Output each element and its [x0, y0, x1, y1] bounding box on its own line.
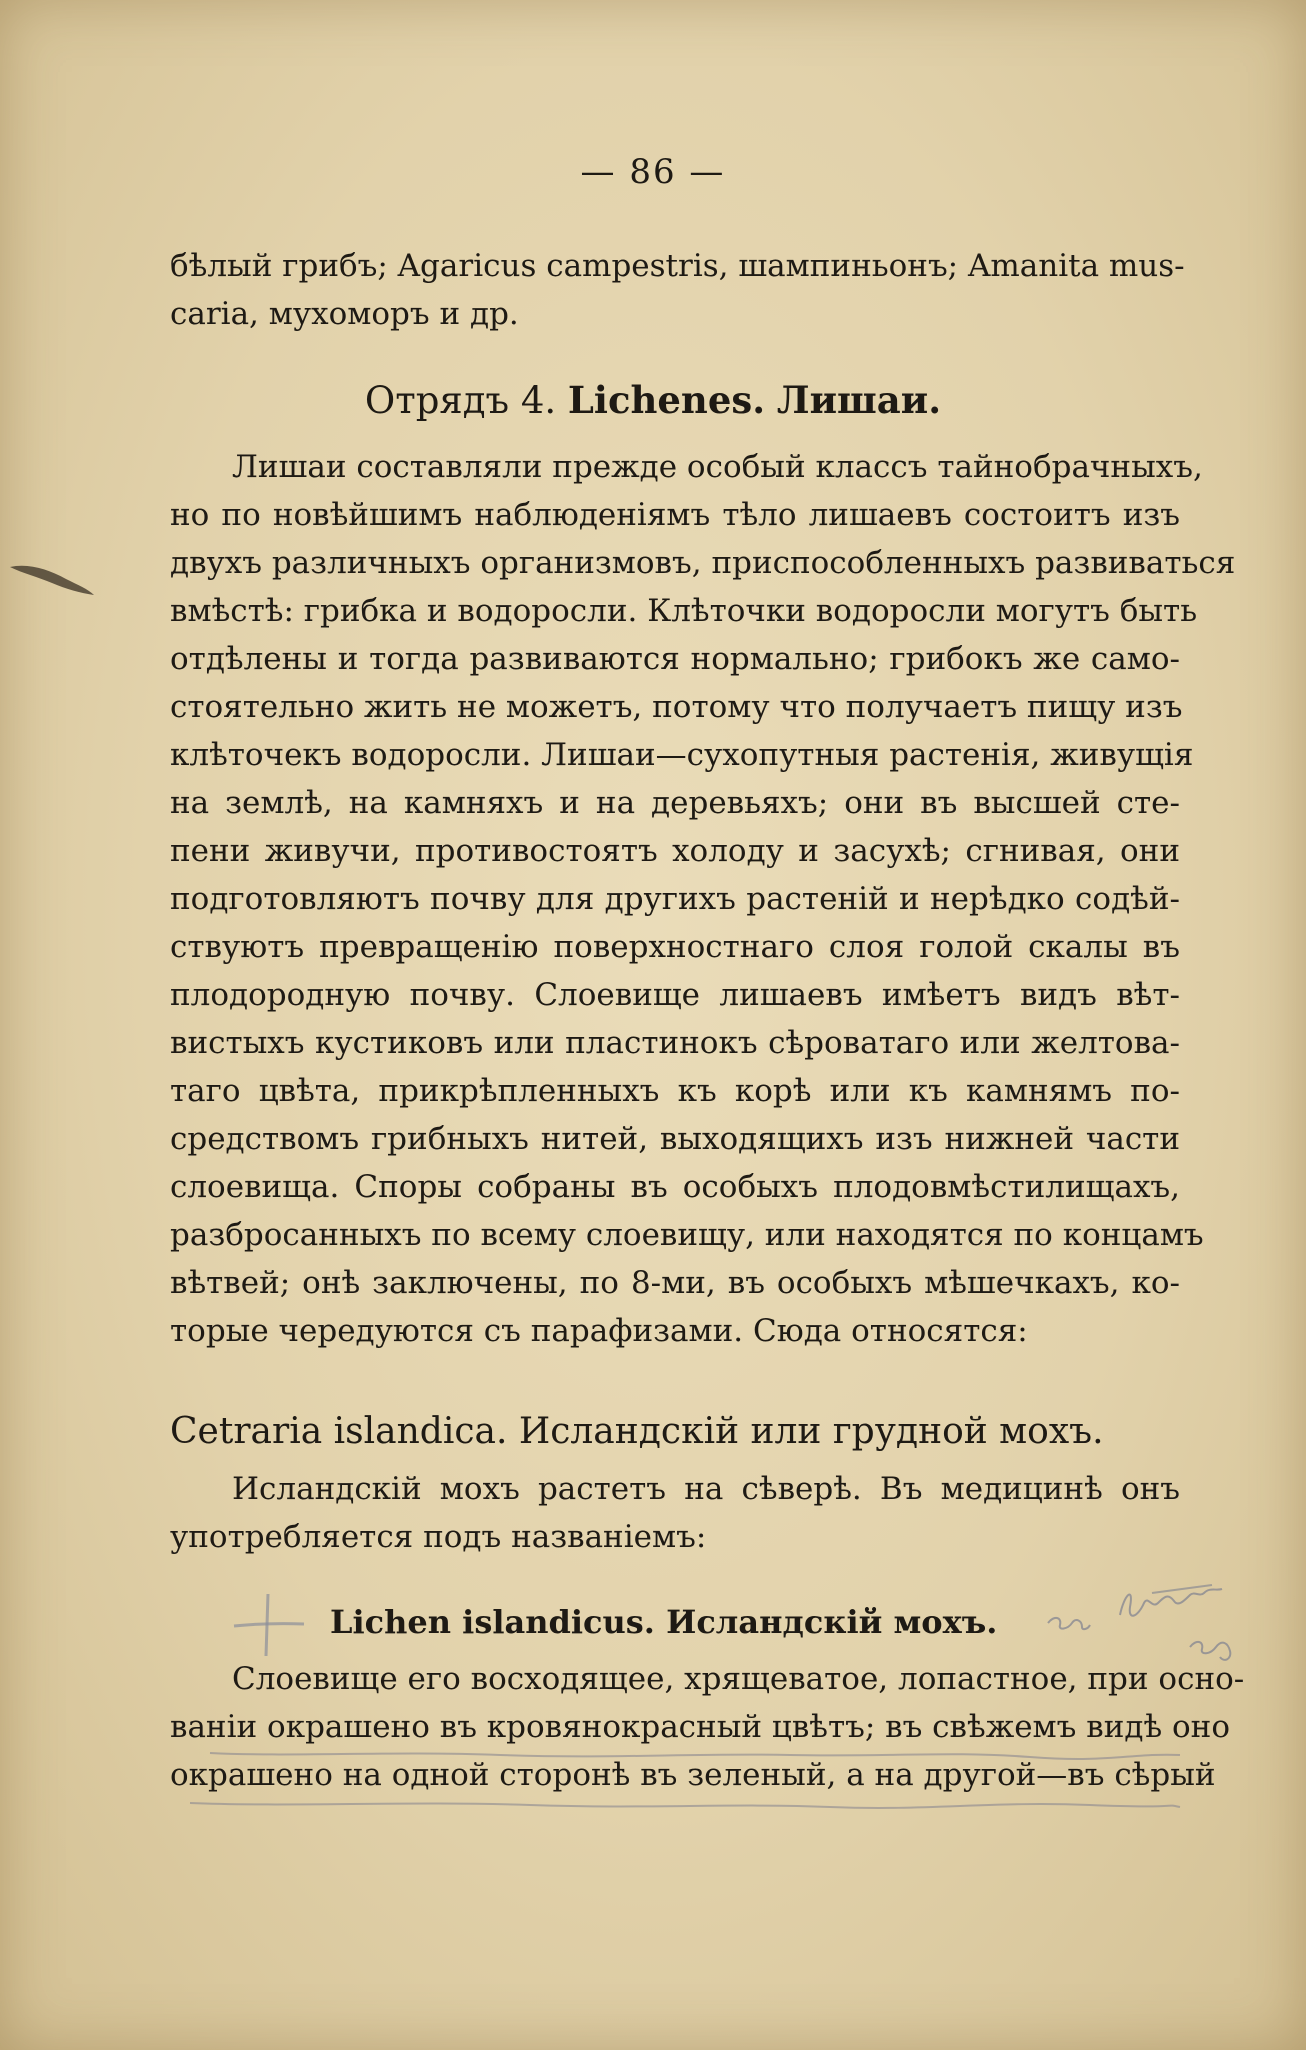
paragraph-line: стоятельно жить не можетъ, потому что получаетъ пищу изъ — [170, 689, 1183, 725]
section-title-prefix: Отрядъ 4. — [364, 379, 557, 422]
drug-line: Слоевище его восходящее, хрящеватое, лопастное, при осно- — [232, 1661, 1245, 1697]
paragraph-line: двухъ различныхъ организмовъ, приспособленныхъ развиваться — [170, 545, 1236, 581]
section-heading — [0, 378, 1306, 422]
paragraph-line: таго цвѣта, прикрѣпленныхъ къ корѣ или къ камнямъ по- — [170, 1073, 1180, 1109]
paragraph-line: клѣточекъ водоросли. Лишаи—сухопутныя растенія, живущія — [170, 737, 1194, 773]
paragraph-line: вмѣстѣ: грибка и водоросли. Клѣточки водоросли могутъ быть — [170, 593, 1198, 629]
page-number: — 86 — — [580, 152, 726, 192]
intro-text — [170, 242, 1185, 338]
drug-line: окрашено на одной сторонѣ въ зеленый, а на другой—въ сѣрый — [170, 1757, 1216, 1793]
species-paragraph — [170, 1465, 1180, 1561]
species-latin-name: Cetraria islandica. — [170, 1411, 508, 1452]
species-heading — [170, 1408, 1180, 1456]
lichen-description-paragraph — [170, 443, 1236, 1355]
paragraph-line: слоевища. Споры собраны въ особыхъ плодовмѣстилищахъ, — [170, 1169, 1180, 1205]
paragraph-line: но по новѣйшимъ наблюденіямъ тѣло лишаевъ состоитъ изъ — [170, 497, 1180, 533]
paragraph-line: отдѣлены и тогда развиваются нормально; грибокъ же само- — [170, 641, 1180, 677]
paragraph-line: торые чередуются съ парафизами. Сюда относятся: — [170, 1313, 1028, 1349]
species-line: употребляется подъ названіемъ: — [170, 1519, 707, 1555]
handwritten-cross-icon — [228, 1590, 308, 1660]
paragraph-line: плодородную почву. Слоевище лишаевъ имѣетъ видъ вѣт- — [170, 977, 1180, 1013]
drug-line: ваніи окрашено въ кровянокрасный цвѣтъ; въ свѣжемъ видѣ оно — [170, 1709, 1230, 1745]
paragraph-line: подготовляютъ почву для другихъ растеній и нерѣдко содѣй- — [170, 881, 1180, 917]
species-heading-line — [170, 1408, 1180, 1456]
section-title-latin: Lichenes. — [567, 378, 766, 422]
ink-smudge-icon — [8, 555, 98, 605]
species-russian-name: Исландскій или грудной мохъ. — [518, 1411, 1104, 1452]
drug-heading-line — [330, 1598, 1090, 1646]
paragraph-line: пени живучи, противостоятъ холоду и засухѣ; сгнивая, они — [170, 833, 1180, 869]
paragraph-line: разбросанныхъ по всему слоевищу, или находятся по концамъ — [170, 1217, 1204, 1253]
species-line: Исландскій мохъ растетъ на сѣверѣ. Въ медицинѣ онъ — [232, 1471, 1180, 1507]
intro-line: бѣлый грибъ; Agaricus campestris, шампиньонъ; Amanita mus- — [170, 248, 1185, 284]
section-title-russian: Лишаи. — [776, 378, 942, 422]
paragraph-line: Лишаи составляли прежде особый классъ тайнобрачныхъ, — [232, 449, 1203, 485]
drug-paragraph — [170, 1655, 1245, 1799]
drug-latin-name: Lichen islandicus. — [330, 1603, 655, 1641]
paragraph-line: на землѣ, на камняхъ и на деревьяхъ; они въ высшей сте- — [170, 785, 1180, 821]
intro-line: caria, мухоморъ и др. — [170, 296, 519, 332]
paragraph-line: вистыхъ кустиковъ или пластинокъ сѣроватаго или желтова- — [170, 1025, 1180, 1061]
paragraph-line: вѣтвей; онѣ заключены, по 8-ми, въ особыхъ мѣшечкахъ, ко- — [170, 1265, 1180, 1301]
drug-heading — [330, 1598, 1090, 1646]
paragraph-line: средствомъ грибныхъ нитей, выходящихъ изъ нижней части — [170, 1121, 1180, 1157]
paragraph-line: ствуютъ превращенію поверхностнаго слоя голой скалы въ — [170, 929, 1180, 965]
drug-russian-name: Исландскій мохъ. — [666, 1603, 998, 1641]
